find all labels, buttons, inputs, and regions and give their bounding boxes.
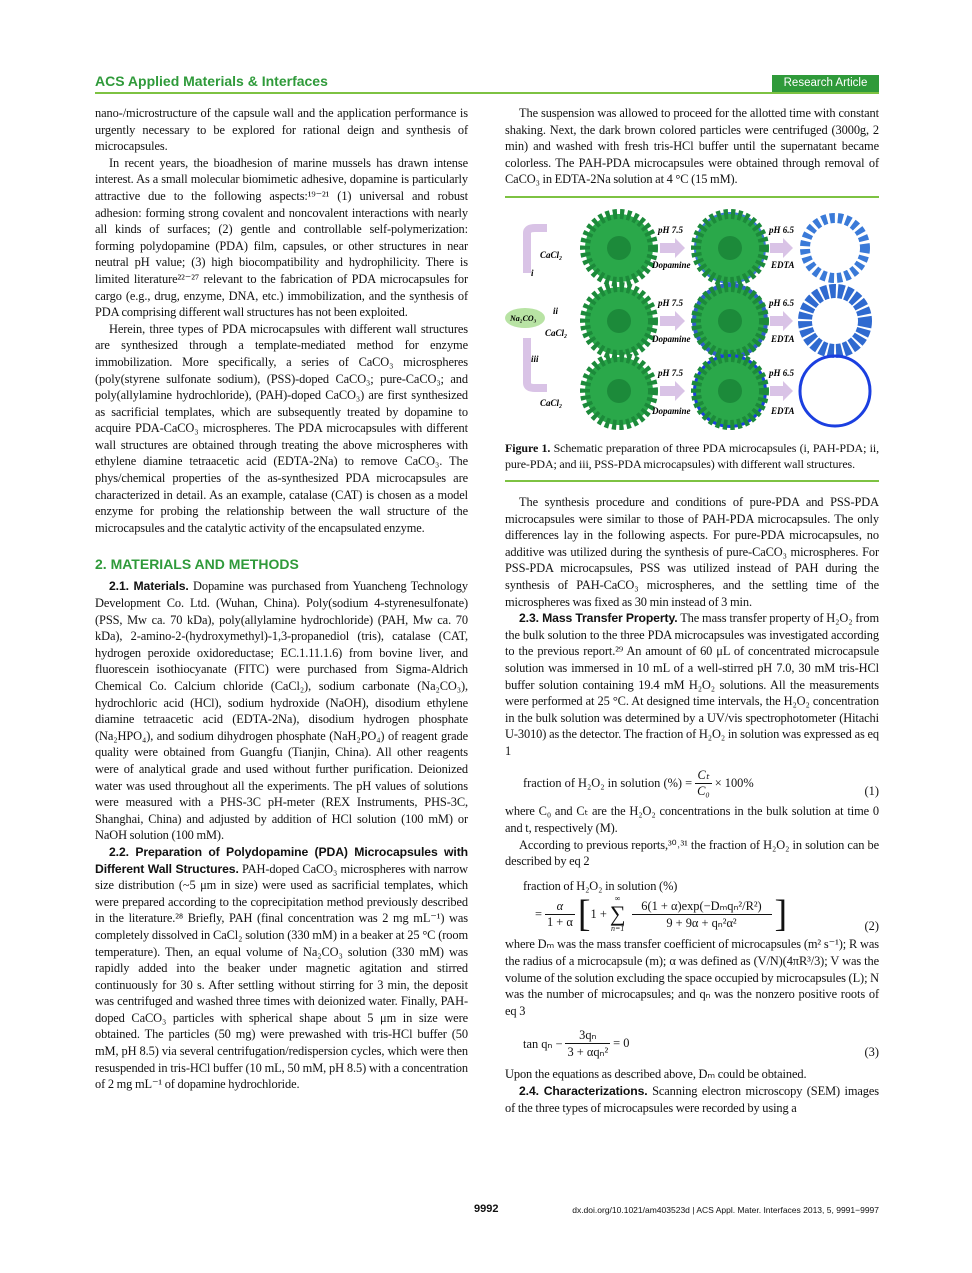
article-type-badge: Research Article (772, 75, 879, 92)
doi-citation[interactable]: dx.doi.org/10.1021/am403523d | ACS Appl. Mater. Interfaces 2013, 5, 9991−9997 (572, 1205, 879, 1215)
eq1-numerator: Cₜ (695, 767, 712, 784)
paragraph: The suspension was allowed to proceed for the allotted time with constant shaking. Next, the dark brown colored particles were centrifuged (3000g, 2 min) and washed with fresh tris-HCl buffer until the supernatant became colorless. The PAH-PDA microcapsules were obtained through removal of CaCO₃ in EDTA-2Na solution at 4 °C (15 mM). (505, 106, 879, 187)
figure-top-rule (505, 196, 879, 198)
equation-2: = $\frac{\alpha}{1 + \alpha}$ [ 1 + ∞ ∑ n=1 $\frac{\text{6(1 + α)exp(−Dₘqₙ²/R²)}}{\text{9 + 9α + qₙ²α²}}$ ] (2) (535, 893, 879, 936)
equation-number: (3) (864, 1045, 879, 1060)
subsection-text: The mass transfer property of H₂O₂ from the bulk solution to the three PDA microcapsules was investigated according to the previous report.²⁹ An amount of 60 μL of concentrated microcapsule solution was immersed in 10 mL of a well-stirred pH 7.0, 30 mM tris-HCl buffer solution containing 19.4 mM H₂O₂ solutions. All the measurements were performed at 25 °C. At designed time intervals, the H₂O₂ concentration in the bulk solution was determined by a UV/vis spectrophotometer (Hitachi U-3010) as the detector. The fraction of H₂O₂ in solution was expressed as eq 1 (505, 611, 880, 758)
edta-label: EDTA (771, 333, 795, 344)
route-iii-label: iii (531, 353, 539, 364)
eq1-rhs: × 100% (714, 775, 754, 790)
start-label: Na₂CO₃ (510, 313, 537, 323)
sum-lower: n=1 (610, 924, 625, 934)
figure-bottom-rule (505, 480, 879, 482)
subsection-text: Dopamine was purchased from Yuancheng Technology Development Co. Ltd. (Wuhan, China). Poly(sodium 4-styrenesulfonate) (PSS, Mw ca. 70 kDa), poly(allylamine hydrochloride) (PAH, Mw ca. 70 kDa), 2-amino-2-(hydroxymethyl)-1,3-propanediol (tris), catalase (CAT, hydrogen peroxide oxidoreductase; EC.1.11.1.6) from bovine liver, and fluorescein isothiocyanate (FITC) were purchased from Sigma-Aldrich Chemical Co. Calcium chloride (CaCl₂), sodium carbonate (Na₂CO₃), hydrochloric acid (HCl), sodium hydroxide (NaOH), disodium ethylene diamine tetraacetic acid (EDTA-2Na), disodium hydrogen phosphate (Na₂HPO₄), and sodium dihydrogen phosphate (NaH₂PO₄) of reagent grade quality were obtained from Guangfu (Tianjin, China). All other reagents were of analytical grade and used without further purification. Deionized water was used throughout all the experiments. The pH values of solutions were measured with a PHS-3C pH-meter (REX Instruments, PHS-3C, Shanghai, China) and adjusted by addition of HCl solution (100 mM) or NaOH solution (100 mM). (95, 579, 468, 843)
caption-label: Figure 1. (505, 440, 551, 455)
pda-sphere-iii (696, 357, 764, 425)
edta-label: EDTA (771, 405, 795, 416)
ph65-label: pH 6.5 (769, 297, 795, 308)
subsection-title: 2.3. Mass Transfer Property. (519, 611, 678, 626)
paragraph: Upon the equations as described above, Dₘ could be obtained. (505, 1067, 807, 1082)
template-sphere-iii (585, 357, 653, 425)
pda-sphere-i (696, 214, 764, 282)
ph75-label: pH 7.5 (658, 367, 684, 378)
subsection-title: 2.1. Materials. (109, 579, 189, 594)
subsection-title: 2.4. Characterizations. (519, 1084, 648, 1098)
eq2-numerator: 6(1 + α)exp(−Dₘqₙ²/R²) (632, 898, 772, 915)
dopamine-label: Dopamine (652, 333, 691, 344)
template-sphere-i (585, 214, 653, 282)
paragraph: The synthesis procedure and conditions of pure-PDA and PSS-PDA microcapsules were similar to those of PAH-PDA microcapsules. The only differences lay in the following aspects. For pure-PDA microcapsules, no additive was utilized during the synthesis of pure-CaCO₃ microspheres. For PSS-PDA microcapsules, PSS was utilized instead of PAH during the synthesis of PAH-CaCO₃ microspheres, and the settling time of the microspheres was fixed as 30 min instead of 3 min. (505, 494, 879, 609)
subsection-mass-transfer (505, 610, 879, 759)
eq3-numerator: 3qₙ (565, 1027, 610, 1044)
sum-upper: ∞ (614, 894, 621, 904)
journal-name: ACS Applied Materials & Interfaces (95, 73, 328, 89)
capsule-ii (805, 291, 865, 351)
route-i-label: i (531, 267, 534, 278)
subsection-materials (95, 578, 468, 844)
eq2-alpha-num: α (545, 899, 575, 915)
sum-symbol: ∑ (609, 901, 626, 927)
eq1-denominator: C₀ (697, 784, 710, 799)
subsection-characterizations (505, 1083, 879, 1116)
ph75-label: pH 7.5 (658, 224, 684, 235)
subsection-text: PAH-doped CaCO₃ microspheres with narrow size distribution (~5 μm in size) were used as sacrificial templates, which were prepared according to the coprecipitation method previously described in the literature.²⁸ Briefly, PAH (final concentration was 2 mg mL⁻¹) was completely dissolved in CaCl₂ solution (330 mM) in a beaker at 25 °C (room temperature). Then, an equal volume of Na₂CO₃ solution (330 mM) was rapidly added into the beaker under magnetic agitation and stirred continuously for 30 s. After settling without stirring for 3 min, the deposit was centrifuged and washed three times with deionized water. Finally, PAH-doped CaCO₃ particles with spherical shape about 5 μm in size were obtained. The particles (50 mg) were prewashed with tris-HCl buffer (50 mM, pH 8.5) via several centrifugation/redispersion cycles, which were then resuspended in tris-HCl buffer (10 mL, 50 mM, pH 8.5) with a concentration of 2 mg mL⁻¹ of dopamine hydrochloride. (95, 861, 468, 1092)
subsection-title: 2.2. Preparation of Polydopamine (PDA) Microcapsules with Different Wall Structures. (95, 844, 468, 876)
subsection-preparation (95, 844, 468, 1093)
right-column (505, 105, 879, 1116)
eq2-denominator: 9 + 9α + qₙ²α² (666, 915, 737, 930)
capsule-iii (800, 356, 870, 426)
edta-label: EDTA (771, 259, 795, 270)
eq3-denominator: 3 + αqₙ² (567, 1045, 609, 1060)
pda-sphere-ii (696, 287, 764, 355)
dopamine-label: Dopamine (652, 405, 691, 416)
cacl2-label: CaCl₂ (540, 397, 563, 408)
equation-3 (505, 1027, 879, 1060)
paragraph: In recent years, the bioadhesion of marine mussels has drawn intense interest. As a small molecular biomimetic adhesive, dopamine is particularly attractive due to the following aspects:¹⁹⁻²¹ (1) universal and robust adhesion: forming strong covalent and noncovalent interactions with nearly all kinds of surfaces; (2) gentle and controllable self-polymerization: forming polydopamine (PDA) film, capsules, or other structures in near neutral pH value; (3) high biocompatibility and hydrophilicity. There is limited literature²²⁻²⁷ relevant to the fabrication of PDA microcapsules for cargo (e.g., drug, enzyme, DNA, etc.) immobilization, and the synthesis of PDA comprising different wall structures has not been exploited. (95, 155, 468, 320)
equation-number: (2) (864, 919, 879, 934)
figure-1-scheme (505, 208, 879, 430)
eq2-equals: = (535, 906, 542, 921)
ph75-label: pH 7.5 (658, 297, 684, 308)
eq3-lhs: tan qₙ − (523, 1036, 563, 1051)
paragraph: nano-/microstructure of the capsule wall and the application performance is urgently necessary to be explored for rational deign and synthesis of microcapsules. (95, 106, 468, 154)
capsule-i (805, 218, 865, 278)
cacl2-label: CaCl₂ (540, 249, 563, 260)
left-column (95, 105, 468, 1093)
ph65-label: pH 6.5 (769, 224, 795, 235)
header-rule (95, 92, 879, 94)
paragraph: where Dₘ was the mass transfer coefficient of microcapsules (m² s⁻¹); R was the radius of a microcapsule (m); α was defined as (V/N)(4πR³/3); V was the volume of the solution excluding the space occupied by microcapsules (L); N was the number of microcapsules; and qₙ was the nonzero positive roots of eq 3 (505, 937, 879, 1018)
equation-2-lhs: fraction of H₂O₂ in solution (%) (523, 878, 678, 893)
paragraph: where C₀ and Cₜ are the H₂O₂ concentrations in the bulk solution at time 0 and t, respectively (M). (505, 804, 879, 836)
ph65-label: pH 6.5 (769, 367, 795, 378)
figure-caption (505, 440, 879, 472)
paragraph: Herein, three types of PDA microcapsules with different wall structures are synthesized through a template-mediated method for enzyme immobilization. More specifically, a series of CaCO₃ microspheres (poly(styrene sulfonate sodium), (PSS)-doped CaCO₃; pure-CaCO₃; and poly(allylamine hydrochloride), (PAH)-doped CaCO₃) are first synthesized as sacrificial templates, which are subsequently treated by dopamine to acquire PDA-CaCO₃ microspheres. The PDA microcapsules with different wall structures are obtained through treating the above microspheres with ethylene diamine tetraacetic acid (EDTA-2Na) to remove CaCO₃. The phys/chemical properties of the as-synthesized PDA microcapsules are characterized in detail. As an example, catalase (CAT) is chosen as a model enzyme for probing the relationship between the wall structure of the microcapsules and the catalytic activity of the encapsulated enzyme. (95, 321, 468, 535)
page-number: 9992 (474, 1203, 499, 1215)
eq2-one-plus: 1 + (590, 906, 607, 921)
eq3-rhs: = 0 (613, 1036, 630, 1051)
cacl2-label: CaCl₂ (545, 327, 568, 338)
paragraph: According to previous reports,³⁰˒³¹ the fraction of H₂O₂ in solution can be described by eq 2 (505, 837, 879, 869)
equation-1 (505, 767, 879, 799)
route-ii-label: ii (553, 305, 559, 316)
caption-text: Schematic preparation of three PDA microcapsules (i, PAH-PDA; ii, pure-PDA; and iii, PSS-PDA microcapsules) with different wall structures. (505, 440, 879, 471)
equation-number: (1) (864, 784, 879, 799)
section-heading: 2. MATERIALS AND METHODS (95, 556, 299, 573)
dopamine-label: Dopamine (652, 259, 691, 270)
subsection-text: Scanning electron microscopy (SEM) images of the three types of microcapsules were recorded by using a (505, 1084, 879, 1115)
eq2-alpha-den: 1 + α (547, 914, 573, 929)
template-sphere-ii (585, 287, 653, 355)
eq1-lhs: fraction of H₂O₂ in solution (%) = (523, 775, 693, 790)
